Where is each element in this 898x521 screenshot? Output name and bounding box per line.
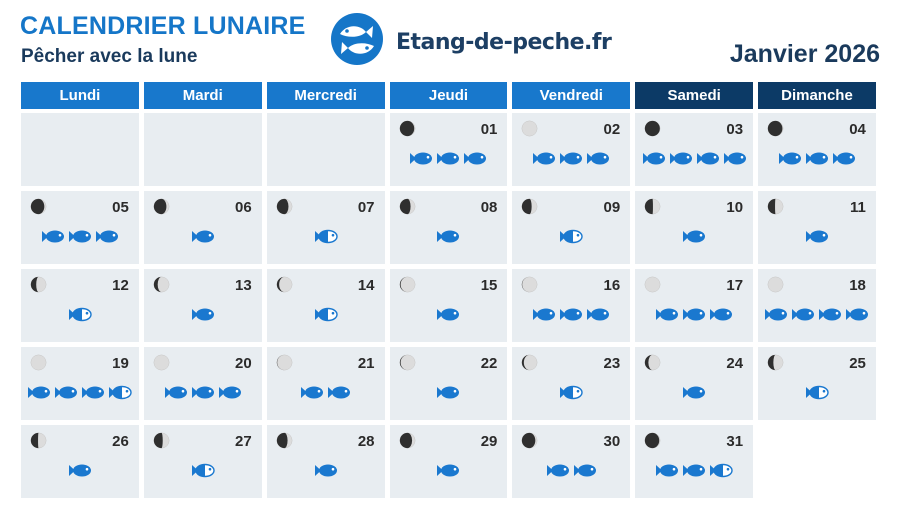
fishing-rating: [635, 151, 753, 167]
day-cell[interactable]: [144, 191, 262, 264]
fish-icon: [327, 385, 351, 400]
day-cell[interactable]: [21, 191, 139, 264]
day-cell[interactable]: [758, 113, 876, 186]
fish-icon: [218, 385, 242, 400]
moon-phase-icon: [767, 276, 784, 293]
moon-phase-icon: [30, 432, 47, 449]
day-number: 24: [726, 355, 744, 372]
moon-phase-icon: [644, 432, 661, 449]
moon-phase-icon: [644, 354, 661, 371]
weekday-header-vendredi: Vendredi: [512, 82, 630, 109]
day-number: 12: [112, 277, 129, 294]
half-fish-icon: [314, 307, 338, 322]
fish-icon: [532, 307, 556, 322]
fish-icon: [559, 307, 583, 322]
moon-phase-icon: [153, 432, 170, 449]
fish-logo-icon[interactable]: [330, 12, 384, 66]
calendar-grid: [21, 113, 878, 498]
moon-phase-icon: [153, 198, 170, 215]
day-cell[interactable]: [512, 191, 630, 264]
moon-phase-icon: [399, 198, 416, 215]
fishing-rating: [144, 229, 262, 245]
fish-icon: [27, 385, 51, 400]
fish-icon: [764, 307, 788, 322]
fishing-rating: [144, 385, 262, 401]
day-number: 16: [603, 277, 621, 294]
fish-icon: [573, 463, 597, 478]
half-fish-icon: [108, 385, 132, 400]
fish-icon: [191, 385, 215, 400]
day-number: 30: [603, 433, 621, 450]
moon-phase-icon: [399, 120, 416, 137]
fishing-rating: [144, 463, 262, 479]
day-number: 10: [726, 199, 744, 216]
day-number: 23: [603, 355, 621, 372]
moon-phase-icon: [644, 120, 661, 137]
empty-day-cell: [267, 113, 385, 186]
fish-icon: [559, 151, 583, 166]
moon-phase-icon: [153, 354, 170, 371]
moon-phase-icon: [30, 276, 47, 293]
day-cell[interactable]: [512, 269, 630, 342]
day-cell[interactable]: [512, 113, 630, 186]
day-number: 22: [480, 355, 498, 372]
fishing-rating: [267, 385, 385, 401]
day-cell[interactable]: [267, 347, 385, 420]
empty-day-cell: [144, 113, 262, 186]
fish-icon: [682, 385, 706, 400]
fishing-rating: [635, 229, 753, 245]
day-number: 20: [235, 355, 252, 372]
fish-icon: [314, 463, 338, 478]
day-number: 07: [357, 199, 375, 216]
day-number: 01: [480, 121, 498, 138]
fishing-rating: [21, 385, 139, 401]
day-number: 21: [357, 355, 375, 372]
day-cell[interactable]: [144, 425, 262, 498]
weekday-header-jeudi: Jeudi: [390, 82, 508, 109]
moon-phase-icon: [767, 354, 784, 371]
fish-icon: [832, 151, 856, 166]
fishing-rating: [758, 151, 876, 167]
fish-icon: [791, 307, 815, 322]
fishing-rating: [635, 385, 753, 401]
day-cell[interactable]: [144, 269, 262, 342]
fish-icon: [586, 307, 610, 322]
fish-icon: [682, 463, 706, 478]
moon-phase-icon: [30, 354, 47, 371]
fish-icon: [723, 151, 747, 166]
day-cell[interactable]: [390, 191, 508, 264]
moon-phase-icon: [153, 276, 170, 293]
moon-phase-icon: [399, 354, 416, 371]
fish-icon: [642, 151, 666, 166]
day-number: 18: [849, 277, 866, 294]
day-number: 19: [112, 355, 129, 372]
day-cell[interactable]: [390, 269, 508, 342]
fishing-rating: [390, 385, 508, 401]
fishing-rating: [21, 463, 139, 479]
day-number: 11: [850, 199, 866, 216]
fish-icon: [68, 229, 92, 244]
moon-phase-icon: [644, 276, 661, 293]
fishing-rating: [267, 307, 385, 323]
day-cell[interactable]: [21, 269, 139, 342]
day-cell[interactable]: [512, 425, 630, 498]
weekday-header-row: [21, 82, 878, 109]
fishing-rating: [390, 463, 508, 479]
fish-icon: [669, 151, 693, 166]
fishing-rating: [390, 151, 508, 167]
moon-phase-icon: [521, 432, 538, 449]
fish-icon: [436, 463, 460, 478]
fish-icon: [655, 307, 679, 322]
half-fish-icon: [709, 463, 733, 478]
moon-phase-icon: [30, 198, 47, 215]
half-fish-icon: [559, 385, 583, 400]
fish-icon: [682, 229, 706, 244]
empty-day-cell: [21, 113, 139, 186]
fishing-rating: [635, 463, 753, 479]
day-number: 14: [357, 277, 375, 294]
moon-phase-icon: [276, 432, 293, 449]
half-fish-icon: [314, 229, 338, 244]
fish-icon: [805, 151, 829, 166]
moon-phase-icon: [276, 276, 293, 293]
fishing-rating: [758, 385, 876, 401]
weekday-header-dimanche: Dimanche: [758, 82, 876, 109]
weekday-header-lundi: Lundi: [21, 82, 139, 109]
day-cell[interactable]: [267, 425, 385, 498]
day-cell[interactable]: [390, 113, 508, 186]
moon-phase-icon: [521, 354, 538, 371]
fish-icon: [41, 229, 65, 244]
fish-icon: [54, 385, 78, 400]
moon-phase-icon: [521, 120, 538, 137]
fish-icon: [68, 463, 92, 478]
fishing-rating: [512, 307, 630, 323]
day-number: 06: [235, 199, 252, 216]
day-cell[interactable]: [635, 269, 753, 342]
weekday-header-mardi: Mardi: [144, 82, 262, 109]
fish-icon: [818, 307, 842, 322]
day-cell[interactable]: [390, 425, 508, 498]
fishing-rating: [512, 229, 630, 245]
fish-icon: [164, 385, 188, 400]
day-number: 29: [480, 433, 498, 450]
day-cell[interactable]: [758, 191, 876, 264]
day-cell[interactable]: [390, 347, 508, 420]
fish-icon: [532, 151, 556, 166]
calendar-subtitle: Pêcher avec la lune: [21, 46, 198, 67]
day-cell[interactable]: [21, 425, 139, 498]
moon-phase-icon: [276, 354, 293, 371]
fishing-rating: [390, 229, 508, 245]
moon-phase-icon: [767, 120, 784, 137]
fish-icon: [682, 307, 706, 322]
day-cell[interactable]: [21, 347, 139, 420]
day-number: 25: [849, 355, 866, 372]
day-cell[interactable]: [267, 269, 385, 342]
moon-phase-icon: [644, 198, 661, 215]
day-number: 04: [849, 121, 866, 138]
fishing-rating: [512, 463, 630, 479]
fish-icon: [191, 229, 215, 244]
fish-icon: [546, 463, 570, 478]
day-cell[interactable]: [635, 347, 753, 420]
moon-phase-icon: [521, 198, 538, 215]
half-fish-icon: [805, 385, 829, 400]
moon-phase-icon: [521, 276, 538, 293]
moon-phase-icon: [767, 198, 784, 215]
day-number: 27: [235, 433, 252, 450]
day-cell[interactable]: [758, 347, 876, 420]
fish-icon: [463, 151, 487, 166]
fishing-rating: [390, 307, 508, 323]
fishing-rating: [21, 229, 139, 245]
fish-icon: [778, 151, 802, 166]
day-number: 05: [112, 199, 129, 216]
day-cell[interactable]: [144, 347, 262, 420]
day-cell[interactable]: [635, 425, 753, 498]
moon-phase-icon: [399, 432, 416, 449]
day-number: 09: [603, 199, 621, 216]
fish-icon: [436, 229, 460, 244]
weekday-header-samedi: Samedi: [635, 82, 753, 109]
fish-icon: [655, 463, 679, 478]
fish-icon: [300, 385, 324, 400]
fish-icon: [805, 229, 829, 244]
fishing-rating: [758, 229, 876, 245]
day-number: 02: [603, 121, 621, 138]
fish-icon: [436, 385, 460, 400]
half-fish-icon: [559, 229, 583, 244]
fishing-rating: [512, 151, 630, 167]
day-cell[interactable]: [758, 269, 876, 342]
month-title: Janvier 2026: [729, 40, 880, 68]
day-number: 31: [726, 433, 744, 450]
fishing-rating: [267, 463, 385, 479]
fish-icon: [845, 307, 869, 322]
calendar-title: CALENDRIER LUNAIRE: [20, 12, 306, 40]
moon-phase-icon: [399, 276, 416, 293]
day-number: 03: [726, 121, 744, 138]
day-number: 28: [357, 433, 375, 450]
fish-icon: [696, 151, 720, 166]
weekday-header-mercredi: Mercredi: [267, 82, 385, 109]
fish-icon: [586, 151, 610, 166]
day-cell[interactable]: [267, 191, 385, 264]
site-link[interactable]: Etang-de-peche.fr: [396, 30, 612, 55]
day-cell[interactable]: [512, 347, 630, 420]
day-cell[interactable]: [635, 191, 753, 264]
fish-icon: [436, 307, 460, 322]
fishing-rating: [512, 385, 630, 401]
fish-icon: [81, 385, 105, 400]
fishing-rating: [21, 307, 139, 323]
fish-icon: [409, 151, 433, 166]
fish-icon: [709, 307, 733, 322]
day-number: 15: [480, 277, 498, 294]
fish-icon: [436, 151, 460, 166]
fishing-rating: [758, 307, 876, 323]
half-fish-icon: [191, 463, 215, 478]
fish-icon: [191, 307, 215, 322]
moon-phase-icon: [276, 198, 293, 215]
day-number: 26: [112, 433, 129, 450]
day-number: 17: [726, 277, 744, 294]
fishing-rating: [144, 307, 262, 323]
half-fish-icon: [68, 307, 92, 322]
fish-icon: [95, 229, 119, 244]
fishing-rating: [635, 307, 753, 323]
day-number: 13: [235, 277, 252, 294]
fishing-rating: [267, 229, 385, 245]
day-number: 08: [480, 199, 498, 216]
day-cell[interactable]: [635, 113, 753, 186]
